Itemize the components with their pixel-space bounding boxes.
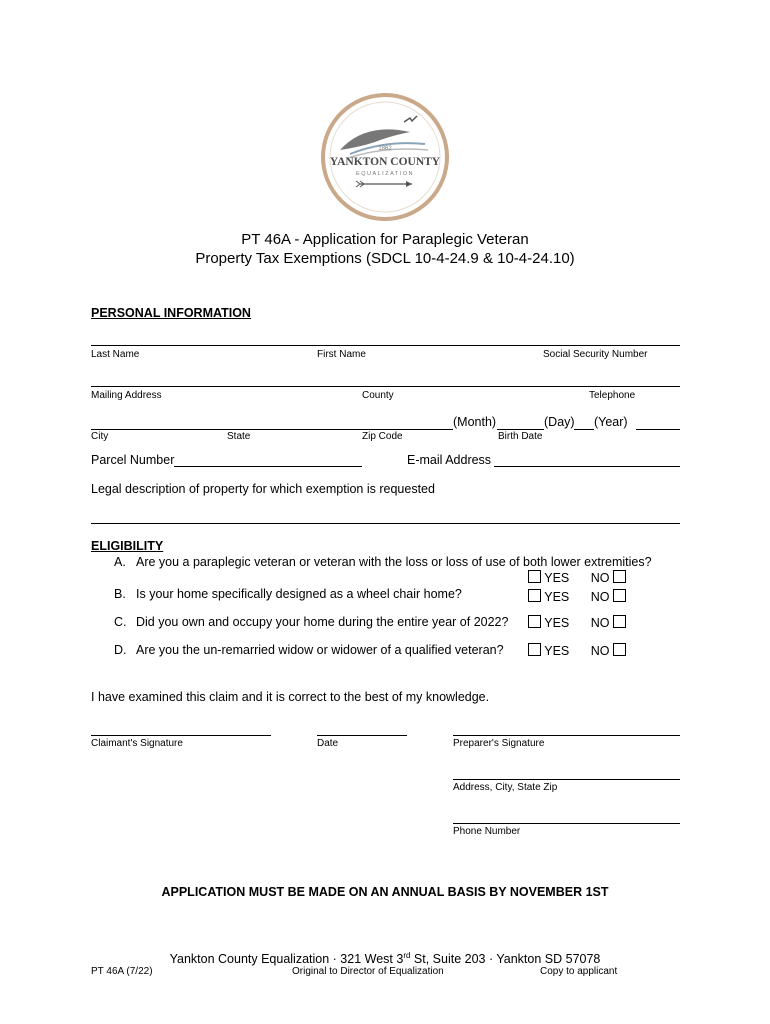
telephone-label: Telephone: [589, 390, 636, 401]
question-a-text: Are you a paraplegic veteran or veteran with the loss or loss of use of both lower extremities?: [136, 555, 652, 569]
question-d-text: Are you the un-remarried widow or widower of a qualified veteran?: [136, 643, 504, 657]
zip-label: Zip Code: [362, 431, 403, 442]
date-label: Date: [317, 738, 339, 749]
month-line[interactable]: [497, 429, 544, 430]
preparer-address-label: Address, City, State Zip: [453, 782, 558, 793]
yes-checkbox-d[interactable]: [528, 643, 541, 656]
form-id: PT 46A (7/22): [91, 966, 153, 977]
birth-date-label: Birth Date: [498, 431, 543, 442]
preparer-phone-label: Phone Number: [453, 826, 521, 837]
answer-row-b: [528, 589, 626, 604]
no-label: NO: [590, 616, 610, 630]
county-label: County: [362, 390, 394, 401]
no-checkbox-b[interactable]: [613, 589, 626, 602]
no-checkbox-d[interactable]: [613, 643, 626, 656]
last-name-label: Last Name: [91, 349, 140, 360]
day-label: (Day): [544, 415, 575, 429]
mailing-label: Mailing Address: [91, 390, 162, 401]
no-label: NO: [590, 590, 610, 604]
question-d-letter: D.: [114, 643, 127, 657]
seal-name: YANKTON COUNTY: [329, 156, 441, 168]
email-label: E-mail Address: [407, 453, 492, 467]
month-label: (Month): [453, 415, 497, 429]
email-line[interactable]: [494, 466, 680, 467]
certify-statement: I have examined this claim and it is correct to the best of my knowledge.: [91, 690, 490, 704]
preparer-phone-line[interactable]: [453, 823, 680, 824]
form-title-line2: Property Tax Exemptions (SDCL 10-4-24.9 & 10-4-24.10): [195, 250, 575, 267]
yes-label: YES: [544, 571, 570, 585]
parcel-label: Parcel Number: [91, 453, 175, 467]
yes-label: YES: [544, 644, 570, 658]
annual-notice: APPLICATION MUST BE MADE ON AN ANNUAL BASIS BY NOVEMBER 1ST: [161, 885, 609, 899]
no-checkbox-a[interactable]: [613, 570, 626, 583]
yes-label: YES: [544, 616, 570, 630]
answer-row-a: [528, 570, 626, 585]
ssn-label: Social Security Number: [543, 349, 648, 360]
claimant-signature-line[interactable]: [91, 735, 271, 736]
day-line[interactable]: [574, 429, 594, 430]
personal-heading: PERSONAL INFORMATION: [91, 306, 251, 320]
parcel-line[interactable]: [174, 466, 362, 467]
preparer-signature-label: Preparer's Signature: [453, 738, 545, 749]
footer-address-main: Yankton County Equalization · 321 West 3: [169, 952, 404, 967]
copy-note: Copy to applicant: [540, 966, 618, 977]
original-note: Original to Director of Equalization: [292, 966, 444, 977]
preparer-signature-line[interactable]: [453, 735, 680, 736]
answer-row-c: [528, 615, 626, 630]
first-name-label: First Name: [317, 349, 366, 360]
form-title-line1: PT 46A - Application for Paraplegic Veteran: [241, 231, 529, 248]
legal-description-label: Legal description of property for which exemption is requested: [91, 482, 435, 496]
footer-address-sup: rd: [403, 951, 411, 960]
city-state-zip-line[interactable]: [91, 429, 453, 430]
seal-year: 1862: [378, 146, 392, 152]
date-line[interactable]: [317, 735, 407, 736]
yes-label: YES: [544, 590, 570, 604]
eligibility-heading: ELIGIBILITY: [91, 539, 164, 553]
year-label: (Year): [594, 415, 628, 429]
no-checkbox-c[interactable]: [613, 615, 626, 628]
year-line[interactable]: [636, 429, 680, 430]
claimant-signature-label: Claimant's Signature: [91, 738, 183, 749]
question-b-letter: B.: [114, 587, 126, 601]
footer-address: [0, 951, 770, 966]
address-line[interactable]: [91, 386, 680, 387]
yankton-county-seal: [320, 92, 450, 222]
name-line[interactable]: [91, 345, 680, 346]
legal-description-line[interactable]: [91, 523, 680, 524]
yes-checkbox-a[interactable]: [528, 570, 541, 583]
yes-checkbox-c[interactable]: [528, 615, 541, 628]
question-c-text: Did you own and occupy your home during the entire year of 2022?: [136, 615, 509, 629]
state-label: State: [227, 431, 251, 442]
footer-address-rest: St, Suite 203 · Yankton SD 57078: [410, 952, 601, 967]
city-label: City: [91, 431, 109, 442]
seal-sub: EQUALIZATION: [356, 171, 414, 177]
no-label: NO: [590, 644, 610, 658]
question-a-letter: A.: [114, 555, 126, 569]
question-b-text: Is your home specifically designed as a wheel chair home?: [136, 587, 462, 601]
question-c-letter: C.: [114, 615, 127, 629]
yes-checkbox-b[interactable]: [528, 589, 541, 602]
no-label: NO: [590, 571, 610, 585]
answer-row-d: [528, 643, 626, 658]
preparer-address-line[interactable]: [453, 779, 680, 780]
